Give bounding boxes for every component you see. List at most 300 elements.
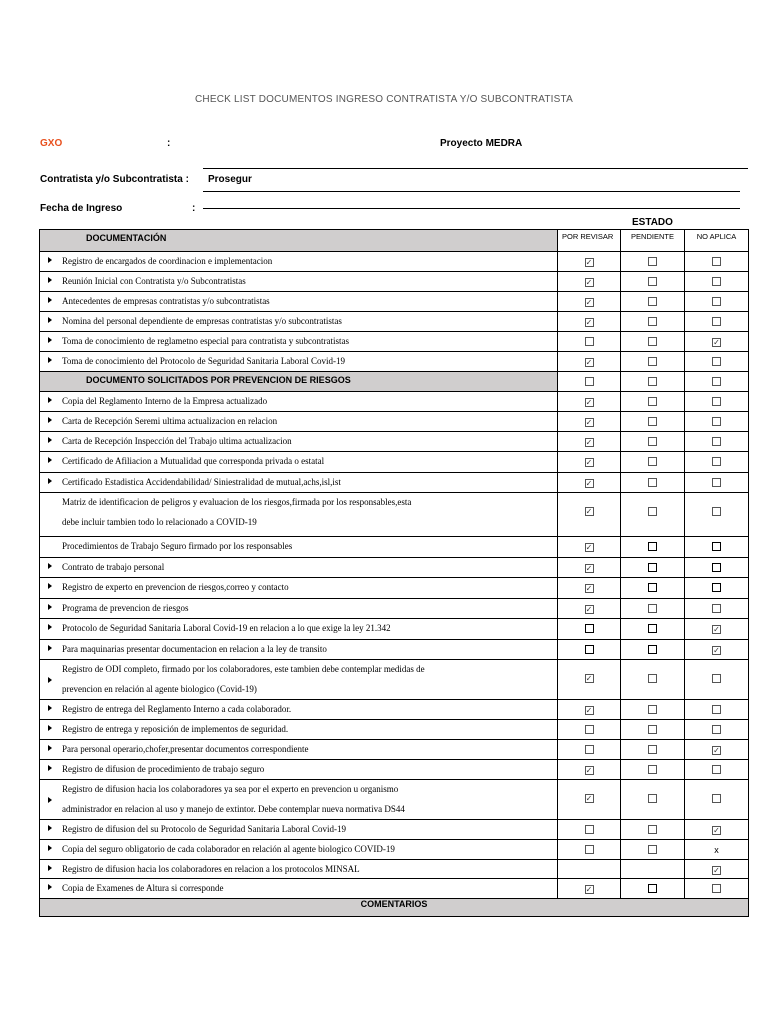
por-revisar-cell — [558, 473, 621, 493]
checkbox-icon[interactable] — [712, 674, 721, 683]
gxo-colon: : — [167, 138, 171, 149]
checkbox-icon[interactable] — [712, 604, 721, 613]
por-revisar-cell — [558, 879, 621, 899]
row-label: Registro de ODI completo, firmado por los colaboradores, este tambien debe contemplar medidas de — [62, 664, 425, 674]
row-label: Reunión Inicial con Contratista y/o Subcontratistas — [62, 276, 246, 286]
no-aplica-cell — [685, 840, 749, 860]
checked-checkbox-icon[interactable]: ✓ — [585, 564, 593, 573]
row-label-continued: administrador en relacion al uso y manejo de extintor. Debe contemplar nueva normativa DS44 — [62, 804, 405, 814]
checklist-row — [40, 640, 749, 660]
checkbox-icon[interactable] — [585, 745, 594, 754]
checkbox-icon[interactable] — [712, 397, 721, 406]
table-header-row — [40, 230, 749, 252]
pendiente-cell — [621, 660, 685, 700]
no-aplica-cell — [685, 820, 749, 840]
checked-checkbox-icon[interactable]: ✓ — [713, 338, 720, 347]
row-description — [40, 292, 558, 312]
bullet-arrow-icon — [48, 677, 52, 683]
no-aplica-cell — [685, 720, 749, 740]
pendiente-cell — [621, 312, 685, 332]
pendiente-cell — [621, 740, 685, 760]
row-description — [40, 537, 558, 558]
checklist-row — [40, 578, 749, 599]
no-aplica-cell — [685, 537, 749, 558]
checkbox-icon[interactable] — [648, 794, 657, 803]
checklist-row — [40, 392, 749, 412]
gxo-underline — [203, 168, 748, 169]
checked-checkbox-icon[interactable]: ✓ — [585, 258, 593, 267]
checkbox-icon[interactable] — [648, 705, 657, 714]
no-aplica-cell — [685, 372, 749, 392]
row-description — [40, 578, 558, 599]
checklist-row — [40, 537, 749, 558]
pendiente-cell — [621, 578, 685, 599]
checkbox-icon[interactable] — [648, 624, 657, 633]
checkbox-icon[interactable] — [712, 317, 721, 326]
checklist-row — [40, 252, 749, 272]
checklist-row — [40, 432, 749, 452]
row-label: DOCUMENTO SOLICITADOS POR PREVENCION DE RIESGOS — [86, 375, 351, 385]
no-aplica-cell — [685, 272, 749, 292]
row-description — [40, 272, 558, 292]
row-label: Registro de difusion hacia los colaboradores en relacion a los protocolos MINSAL — [62, 864, 360, 874]
row-description — [40, 700, 558, 720]
no-aplica-header: NO APLICA — [685, 230, 749, 252]
bullet-arrow-icon — [48, 865, 52, 871]
bullet-arrow-icon — [48, 583, 52, 589]
checkbox-icon[interactable] — [648, 645, 657, 654]
row-description — [40, 452, 558, 473]
por-revisar-cell — [558, 820, 621, 840]
row-label: Registro de difusion hacia los colaboradores ya sea por el experto en prevencion u organismo — [62, 784, 399, 794]
row-description — [40, 312, 558, 332]
checkbox-icon[interactable] — [648, 297, 657, 306]
comments-header: COMENTARIOS — [40, 899, 749, 917]
checked-checkbox-icon[interactable]: ✓ — [713, 646, 720, 655]
contractor-label: Contratista y/o Subcontratista : — [40, 174, 189, 185]
checked-checkbox-icon[interactable]: ✓ — [585, 885, 593, 894]
checklist-row — [40, 412, 749, 432]
pendiente-cell — [621, 640, 685, 660]
pendiente-cell — [621, 840, 685, 860]
bullet-arrow-icon — [48, 645, 52, 651]
checkbox-icon[interactable] — [648, 397, 657, 406]
checkbox-icon[interactable] — [712, 257, 721, 266]
row-label: Certificado de Afiliacion a Mutualidad que corresponda privada o estatal — [62, 456, 325, 466]
row-description — [40, 252, 558, 272]
pendiente-cell — [621, 860, 685, 879]
checkbox-icon[interactable] — [712, 277, 721, 286]
checklist-table — [39, 229, 749, 917]
por-revisar-cell — [558, 352, 621, 372]
checked-checkbox-icon[interactable]: ✓ — [713, 746, 720, 755]
row-label: Programa de prevencion de riesgos — [62, 603, 189, 613]
row-label: Toma de conocimiento del Protocolo de Seguridad Sanitaria Laboral Covid-19 — [62, 356, 346, 366]
row-label: Protocolo de Seguridad Sanitaria Laboral Covid-19 en relacion a lo que exige la ley 21.342 — [62, 623, 391, 633]
no-aplica-cell — [685, 740, 749, 760]
bullet-arrow-icon — [48, 884, 52, 890]
checkbox-icon[interactable] — [648, 845, 657, 854]
row-label: Certificado Estadistica Accidendabilidad/ Siniestralidad de mutual,achs,isl,ist — [62, 477, 341, 487]
document-title: CHECK LIST DOCUMENTOS INGRESO CONTRATISTA Y/O SUBCONTRATISTA — [195, 94, 573, 105]
checklist-row — [40, 780, 749, 820]
por-revisar-cell — [558, 558, 621, 578]
por-revisar-cell — [558, 372, 621, 392]
por-revisar-cell — [558, 578, 621, 599]
checkbox-icon[interactable] — [648, 563, 657, 572]
bullet-arrow-icon — [48, 845, 52, 851]
no-aplica-cell — [685, 599, 749, 619]
row-label: Registro de entrega y reposición de implementos de seguridad. — [62, 724, 289, 734]
pendiente-cell — [621, 720, 685, 740]
bullet-arrow-icon — [48, 765, 52, 771]
checkbox-icon[interactable] — [648, 884, 657, 893]
checkbox-icon[interactable] — [712, 457, 721, 466]
date-colon: : — [192, 203, 196, 214]
bullet-arrow-icon — [48, 825, 52, 831]
row-label: Registro de encargados de coordinacion e implementacion — [62, 256, 273, 266]
comments-row — [40, 899, 749, 917]
checkbox-icon[interactable] — [648, 317, 657, 326]
row-description — [40, 599, 558, 619]
row-description — [40, 879, 558, 899]
row-description — [40, 780, 558, 820]
checked-checkbox-icon[interactable]: ✓ — [585, 398, 593, 407]
por-revisar-cell — [558, 720, 621, 740]
no-aplica-cell — [685, 352, 749, 372]
pendiente-cell — [621, 760, 685, 780]
no-aplica-cell — [685, 879, 749, 899]
checkbox-icon[interactable] — [648, 417, 657, 426]
checkbox-icon[interactable] — [648, 745, 657, 754]
bullet-arrow-icon — [48, 337, 52, 343]
date-label: Fecha de Ingreso — [40, 203, 123, 214]
checked-checkbox-icon[interactable]: ✓ — [585, 318, 593, 327]
pendiente-cell — [621, 452, 685, 473]
por-revisar-cell — [558, 452, 621, 473]
contractor-underline — [203, 191, 740, 192]
checklist-row — [40, 272, 749, 292]
row-label: Copia del seguro obligatorio de cada colaborador en relación al agente biologico COVID-19 — [62, 844, 395, 854]
checked-checkbox-icon[interactable]: ✓ — [585, 278, 593, 287]
row-description — [40, 558, 558, 578]
checked-checkbox-icon[interactable]: ✓ — [585, 458, 593, 467]
checked-checkbox-icon[interactable]: ✓ — [713, 625, 720, 634]
checklist-row — [40, 660, 749, 700]
pendiente-cell — [621, 780, 685, 820]
no-aplica-cell — [685, 578, 749, 599]
por-revisar-cell — [558, 660, 621, 700]
checklist-row — [40, 619, 749, 640]
documentation-header: DOCUMENTACIÓN — [40, 230, 558, 252]
row-description — [40, 820, 558, 840]
checkbox-icon[interactable] — [585, 377, 594, 386]
checked-checkbox-icon[interactable]: ✓ — [585, 794, 593, 803]
row-label: Procedimientos de Trabajo Seguro firmado por los responsables — [62, 541, 293, 551]
row-description — [40, 740, 558, 760]
checkbox-icon[interactable] — [648, 674, 657, 683]
pendiente-cell — [621, 700, 685, 720]
checkbox-icon[interactable] — [712, 507, 721, 516]
checked-checkbox-icon[interactable]: ✓ — [585, 605, 593, 614]
no-aplica-cell — [685, 660, 749, 700]
checkbox-icon[interactable] — [585, 725, 594, 734]
por-revisar-cell — [558, 252, 621, 272]
row-label: Para personal operario,chofer,presentar documentos correspondiente — [62, 744, 309, 754]
bullet-arrow-icon — [48, 317, 52, 323]
checklist-row — [40, 840, 749, 860]
bullet-arrow-icon — [48, 397, 52, 403]
checkbox-icon[interactable] — [712, 297, 721, 306]
checklist-row — [40, 599, 749, 619]
por-revisar-cell — [558, 493, 621, 537]
checklist-row — [40, 292, 749, 312]
por-revisar-cell — [558, 640, 621, 660]
pendiente-cell — [621, 537, 685, 558]
no-aplica-cell — [685, 760, 749, 780]
checkbox-icon[interactable] — [585, 624, 594, 633]
row-description — [40, 352, 558, 372]
checklist-row — [40, 558, 749, 578]
checkbox-icon[interactable] — [712, 542, 721, 551]
row-description — [40, 860, 558, 879]
no-aplica-cell — [685, 473, 749, 493]
row-label: Antecedentes de empresas contratistas y/o subcontratistas — [62, 296, 270, 306]
checkbox-icon[interactable] — [712, 884, 721, 893]
bullet-arrow-icon — [48, 705, 52, 711]
checkbox-icon[interactable] — [648, 478, 657, 487]
checkbox-icon[interactable] — [712, 725, 721, 734]
por-revisar-cell — [558, 840, 621, 860]
project-label: Proyecto MEDRA — [440, 138, 523, 149]
row-description — [40, 392, 558, 412]
checklist-row — [40, 860, 749, 879]
estado-label: ESTADO — [632, 217, 673, 228]
checklist-row — [40, 332, 749, 352]
por-revisar-cell — [558, 312, 621, 332]
checkbox-icon[interactable] — [648, 377, 657, 386]
por-revisar-cell — [558, 700, 621, 720]
checked-checkbox-icon[interactable]: ✓ — [585, 766, 593, 775]
row-label: Registro de entrega del Reglamento Interno a cada colaborador. — [62, 704, 292, 714]
no-aplica-cell — [685, 412, 749, 432]
row-label: Copia del Reglamento Interno de la Empresa actualizado — [62, 396, 268, 406]
checklist-row — [40, 372, 749, 392]
pendiente-cell — [621, 820, 685, 840]
checkbox-icon[interactable] — [712, 357, 721, 366]
row-label: Carta de Recepción Inspección del Trabajo ultima actualizacion — [62, 436, 292, 446]
bullet-arrow-icon — [48, 478, 52, 484]
no-aplica-cell — [685, 558, 749, 578]
por-revisar-cell — [558, 272, 621, 292]
row-description — [40, 840, 558, 860]
date-underline — [203, 208, 740, 209]
pendiente-cell — [621, 558, 685, 578]
row-description — [40, 473, 558, 493]
checked-checkbox-icon[interactable]: ✓ — [585, 674, 593, 683]
checkbox-icon[interactable] — [648, 725, 657, 734]
bullet-arrow-icon — [48, 745, 52, 751]
pendiente-cell — [621, 252, 685, 272]
no-aplica-cell — [685, 452, 749, 473]
checked-checkbox-icon[interactable]: ✓ — [585, 706, 593, 715]
checkbox-icon[interactable] — [648, 765, 657, 774]
row-description — [40, 640, 558, 660]
no-aplica-cell — [685, 700, 749, 720]
bullet-arrow-icon — [48, 257, 52, 263]
row-label: Toma de conocimiento de reglametno especial para contratista y subcontratistas — [62, 336, 350, 346]
checked-checkbox-icon[interactable]: ✓ — [585, 418, 593, 427]
checkbox-icon[interactable] — [712, 705, 721, 714]
bullet-arrow-icon — [48, 417, 52, 423]
pendiente-cell — [621, 493, 685, 537]
no-aplica-cell — [685, 640, 749, 660]
bullet-arrow-icon — [48, 277, 52, 283]
row-description — [40, 660, 558, 700]
pendiente-cell — [621, 292, 685, 312]
checkbox-icon[interactable] — [648, 357, 657, 366]
checkbox-icon[interactable] — [712, 583, 721, 592]
row-description — [40, 332, 558, 352]
checkbox-icon[interactable] — [648, 604, 657, 613]
row-label-continued: prevencion en relación al agente biologico (Covid-19) — [62, 684, 257, 694]
bullet-arrow-icon — [48, 797, 52, 803]
row-description — [40, 760, 558, 780]
no-aplica-cell — [685, 312, 749, 332]
pendiente-cell — [621, 473, 685, 493]
checked-checkbox-icon[interactable]: ✓ — [585, 507, 593, 516]
por-revisar-cell — [558, 332, 621, 352]
checkbox-icon[interactable] — [585, 337, 594, 346]
checkbox-icon[interactable] — [712, 794, 721, 803]
por-revisar-cell — [558, 860, 621, 879]
checklist-row — [40, 473, 749, 493]
checkbox-icon[interactable] — [648, 337, 657, 346]
pendiente-cell — [621, 352, 685, 372]
gxo-label: GXO — [40, 138, 63, 149]
contractor-value: Prosegur — [208, 174, 252, 185]
no-aplica-cell — [685, 332, 749, 352]
no-aplica-cell — [685, 493, 749, 537]
checklist-row — [40, 493, 749, 537]
pendiente-cell — [621, 332, 685, 352]
checkbox-icon[interactable] — [648, 457, 657, 466]
no-aplica-cell — [685, 392, 749, 412]
pendiente-cell — [621, 619, 685, 640]
row-description — [40, 432, 558, 452]
checkbox-icon[interactable] — [648, 583, 657, 592]
row-description — [40, 720, 558, 740]
bullet-arrow-icon — [48, 297, 52, 303]
checkbox-icon[interactable] — [585, 845, 594, 854]
pendiente-cell — [621, 372, 685, 392]
por-revisar-cell — [558, 392, 621, 412]
pendiente-cell — [621, 392, 685, 412]
row-label: Registro de difusion del su Protocolo de Seguridad Sanitaria Laboral Covid-19 — [62, 824, 346, 834]
row-label-continued: debe incluir tambien todo lo relacionado a COVID-19 — [62, 517, 257, 527]
row-description — [40, 412, 558, 432]
checklist-row — [40, 720, 749, 740]
section-header — [40, 372, 558, 392]
row-description — [40, 619, 558, 640]
row-label: Registro de experto en prevencion de riesgos,correo y contacto — [62, 582, 289, 592]
row-description — [40, 493, 558, 537]
no-aplica-cell — [685, 432, 749, 452]
por-revisar-cell — [558, 292, 621, 312]
por-revisar-cell — [558, 432, 621, 452]
no-aplica-cell — [685, 860, 749, 879]
checklist-row — [40, 352, 749, 372]
checked-checkbox-icon[interactable]: ✓ — [585, 584, 593, 593]
pendiente-cell — [621, 599, 685, 619]
pendiente-cell — [621, 879, 685, 899]
row-label: Matriz de identificacion de peligros y evaluacion de los riesgos,firmada por los responsables,esta — [62, 497, 412, 507]
por-revisar-cell — [558, 780, 621, 820]
por-revisar-cell — [558, 760, 621, 780]
checklist-row — [40, 820, 749, 840]
por-revisar-cell — [558, 619, 621, 640]
no-aplica-cell — [685, 619, 749, 640]
pendiente-header: PENDIENTE — [621, 230, 685, 252]
checkbox-icon[interactable] — [712, 478, 721, 487]
pendiente-cell — [621, 432, 685, 452]
checked-checkbox-icon[interactable]: ✓ — [585, 358, 593, 367]
checkbox-icon[interactable] — [648, 257, 657, 266]
checked-checkbox-icon[interactable]: ✓ — [585, 298, 593, 307]
checkbox-icon[interactable] — [648, 542, 657, 551]
checklist-row — [40, 760, 749, 780]
checkbox-icon[interactable] — [712, 563, 721, 572]
pendiente-cell — [621, 412, 685, 432]
checkbox-icon[interactable] — [712, 765, 721, 774]
pendiente-cell — [621, 272, 685, 292]
row-label: Nomina del personal dependiente de empresas contratistas y/o subcontratistas — [62, 316, 342, 326]
row-label: Carta de Recepción Seremi ultima actualizacion en relacion — [62, 416, 278, 426]
row-label: Contrato de trabajo personal — [62, 562, 165, 572]
checked-checkbox-icon[interactable]: ✓ — [713, 866, 720, 875]
checklist-row — [40, 700, 749, 720]
checked-checkbox-icon[interactable]: ✓ — [585, 438, 593, 447]
row-label: Copia de Examenes de Altura si corresponde — [62, 883, 224, 893]
no-aplica-cell — [685, 252, 749, 272]
no-aplica-cell — [685, 780, 749, 820]
por-revisar-header: POR REVISAR — [558, 230, 621, 252]
checkbox-icon[interactable] — [585, 825, 594, 834]
bullet-arrow-icon — [48, 437, 52, 443]
checkbox-icon[interactable] — [712, 437, 721, 446]
checked-checkbox-icon[interactable]: ✓ — [713, 826, 720, 835]
checkbox-icon[interactable] — [648, 507, 657, 516]
checklist-row — [40, 312, 749, 332]
checklist-row — [40, 452, 749, 473]
bullet-arrow-icon — [48, 624, 52, 630]
por-revisar-cell — [558, 599, 621, 619]
bullet-arrow-icon — [48, 725, 52, 731]
bullet-arrow-icon — [48, 604, 52, 610]
checkbox-icon[interactable] — [712, 377, 721, 386]
checkbox-icon[interactable] — [648, 825, 657, 834]
checked-checkbox-icon[interactable]: ✓ — [585, 479, 593, 488]
checked-checkbox-icon[interactable]: ✓ — [585, 543, 593, 552]
x-mark-icon: x — [714, 845, 719, 855]
checkbox-icon[interactable] — [712, 417, 721, 426]
checklist-row — [40, 879, 749, 899]
checkbox-icon[interactable] — [648, 437, 657, 446]
por-revisar-cell — [558, 537, 621, 558]
por-revisar-cell — [558, 740, 621, 760]
checkbox-icon[interactable] — [648, 277, 657, 286]
checkbox-icon[interactable] — [585, 645, 594, 654]
